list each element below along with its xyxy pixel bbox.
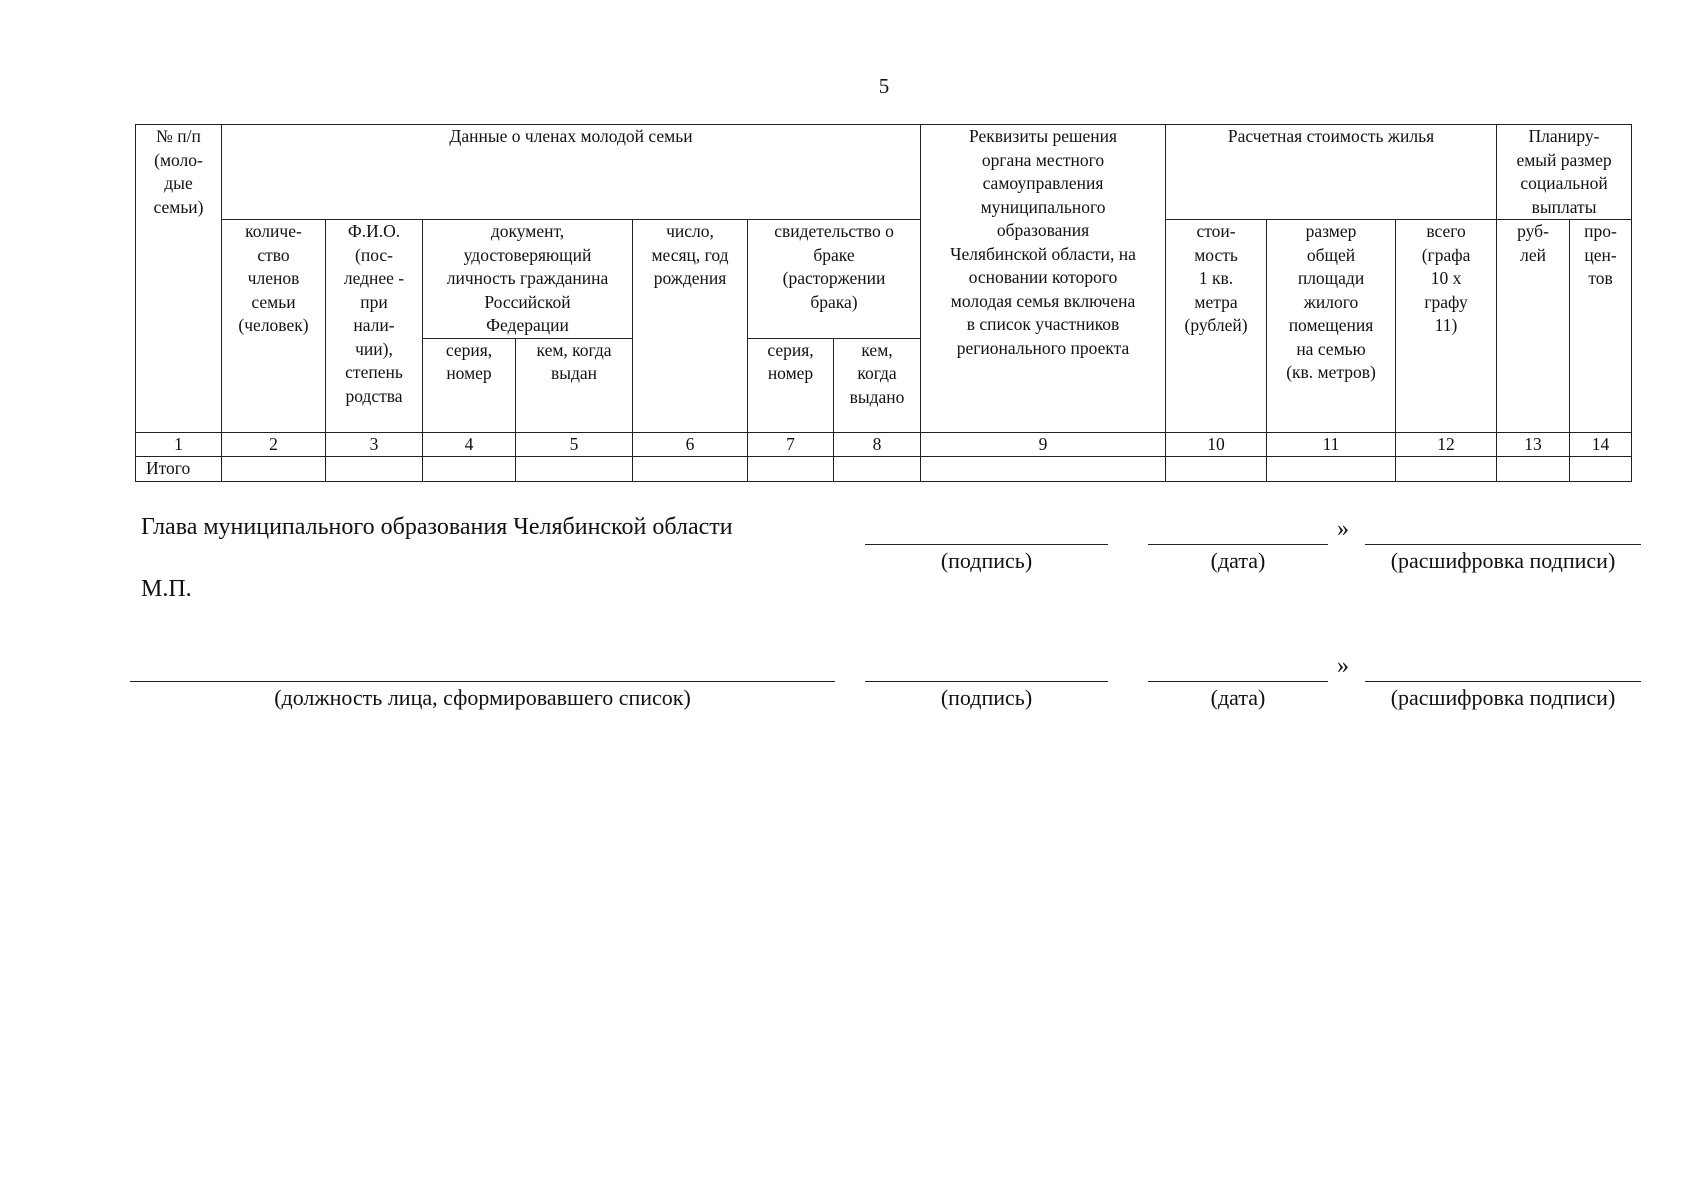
caption-decoding: (расшифровка подписи) <box>1390 685 1616 710</box>
column-numbers-row <box>136 432 1632 457</box>
caption-signature: (подпись) <box>940 685 1033 710</box>
caption-signature: (подпись) <box>940 548 1033 573</box>
header-housing-cost: Расчетная стоимость жилья <box>1166 125 1497 220</box>
table-cell <box>1497 457 1570 482</box>
header-marriage-issued: кем, когда выдано <box>834 338 921 432</box>
header-row-number: № п/п (моло- дые семьи) <box>136 125 222 433</box>
column-number: 12 <box>1396 432 1497 457</box>
table-cell <box>1396 457 1497 482</box>
decoding-line <box>1365 544 1641 545</box>
quote-mark: » <box>1337 516 1349 542</box>
column-number: 14 <box>1570 432 1632 457</box>
date-line <box>1148 544 1328 545</box>
total-row <box>136 457 1632 482</box>
seal-mark: М.П. <box>141 576 192 602</box>
header-payment-percent: про- цен- тов <box>1570 220 1632 433</box>
position-line <box>130 681 835 682</box>
column-number: 9 <box>921 432 1166 457</box>
column-number: 1 <box>136 432 222 457</box>
header-birth-date: число, месяц, год рождения <box>633 220 748 433</box>
column-number: 2 <box>222 432 326 457</box>
column-number: 7 <box>748 432 834 457</box>
table-cell <box>1166 457 1267 482</box>
column-number: 11 <box>1267 432 1396 457</box>
header-cost-per-sqm: стои- мость 1 кв. метра (рублей) <box>1166 220 1267 433</box>
table-cell <box>222 457 326 482</box>
total-label: Итого <box>136 457 222 482</box>
head-title: Глава муниципального образования Челябинской области <box>141 514 733 540</box>
column-number: 10 <box>1166 432 1267 457</box>
column-number: 4 <box>423 432 516 457</box>
date-line <box>1148 681 1328 682</box>
signature-line <box>865 681 1108 682</box>
table-cell <box>326 457 423 482</box>
header-full-name: Ф.И.О. (пос- леднее - при нали- чии), степень родства <box>326 220 423 433</box>
caption-decoding: (расшифровка подписи) <box>1390 548 1616 573</box>
header-marriage-certificate: свидетельство о браке (расторжении брака) <box>748 220 921 339</box>
page-number: 5 <box>878 74 890 98</box>
header-family-count: количе- ство членов семьи (человек) <box>222 220 326 433</box>
header-family-data: Данные о членах молодой семьи <box>222 125 921 220</box>
header-payment-rubles: руб- лей <box>1497 220 1570 433</box>
column-number: 13 <box>1497 432 1570 457</box>
caption-position: (должность лица, сформировавшего список) <box>274 685 691 710</box>
column-number: 3 <box>326 432 423 457</box>
signature-line <box>865 544 1108 545</box>
header-planned-payment: Планиру- емый размер социальной выплаты <box>1497 125 1632 220</box>
caption-date: (дата) <box>1210 548 1266 573</box>
header-document-issued: кем, когда выдан <box>516 338 633 432</box>
table-cell <box>423 457 516 482</box>
table-cell <box>748 457 834 482</box>
header-document-series: серия, номер <box>423 338 516 432</box>
header-identity-document: документ, удостоверяющий личность гражданина Российской Федерации <box>423 220 633 339</box>
column-number: 5 <box>516 432 633 457</box>
table-cell <box>1570 457 1632 482</box>
header-total-cost: всего (графа 10 х графу 11) <box>1396 220 1497 433</box>
header-decision-details: Реквизиты решения органа местного самоуправления муниципального образования Челябинской области, на основании которого молодая семья включена в список участников регионального проекта <box>921 125 1166 433</box>
column-number: 8 <box>834 432 921 457</box>
table-cell <box>516 457 633 482</box>
column-number: 6 <box>633 432 748 457</box>
family-list-table <box>135 124 1632 482</box>
decoding-line <box>1365 681 1641 682</box>
table-cell <box>1267 457 1396 482</box>
header-marriage-series: серия, номер <box>748 338 834 432</box>
quote-mark: » <box>1337 653 1349 679</box>
table-cell <box>633 457 748 482</box>
header-living-area: размер общей площади жилого помещения на семью (кв. метров) <box>1267 220 1396 433</box>
caption-date: (дата) <box>1210 685 1266 710</box>
table-cell <box>921 457 1166 482</box>
table-cell <box>834 457 921 482</box>
